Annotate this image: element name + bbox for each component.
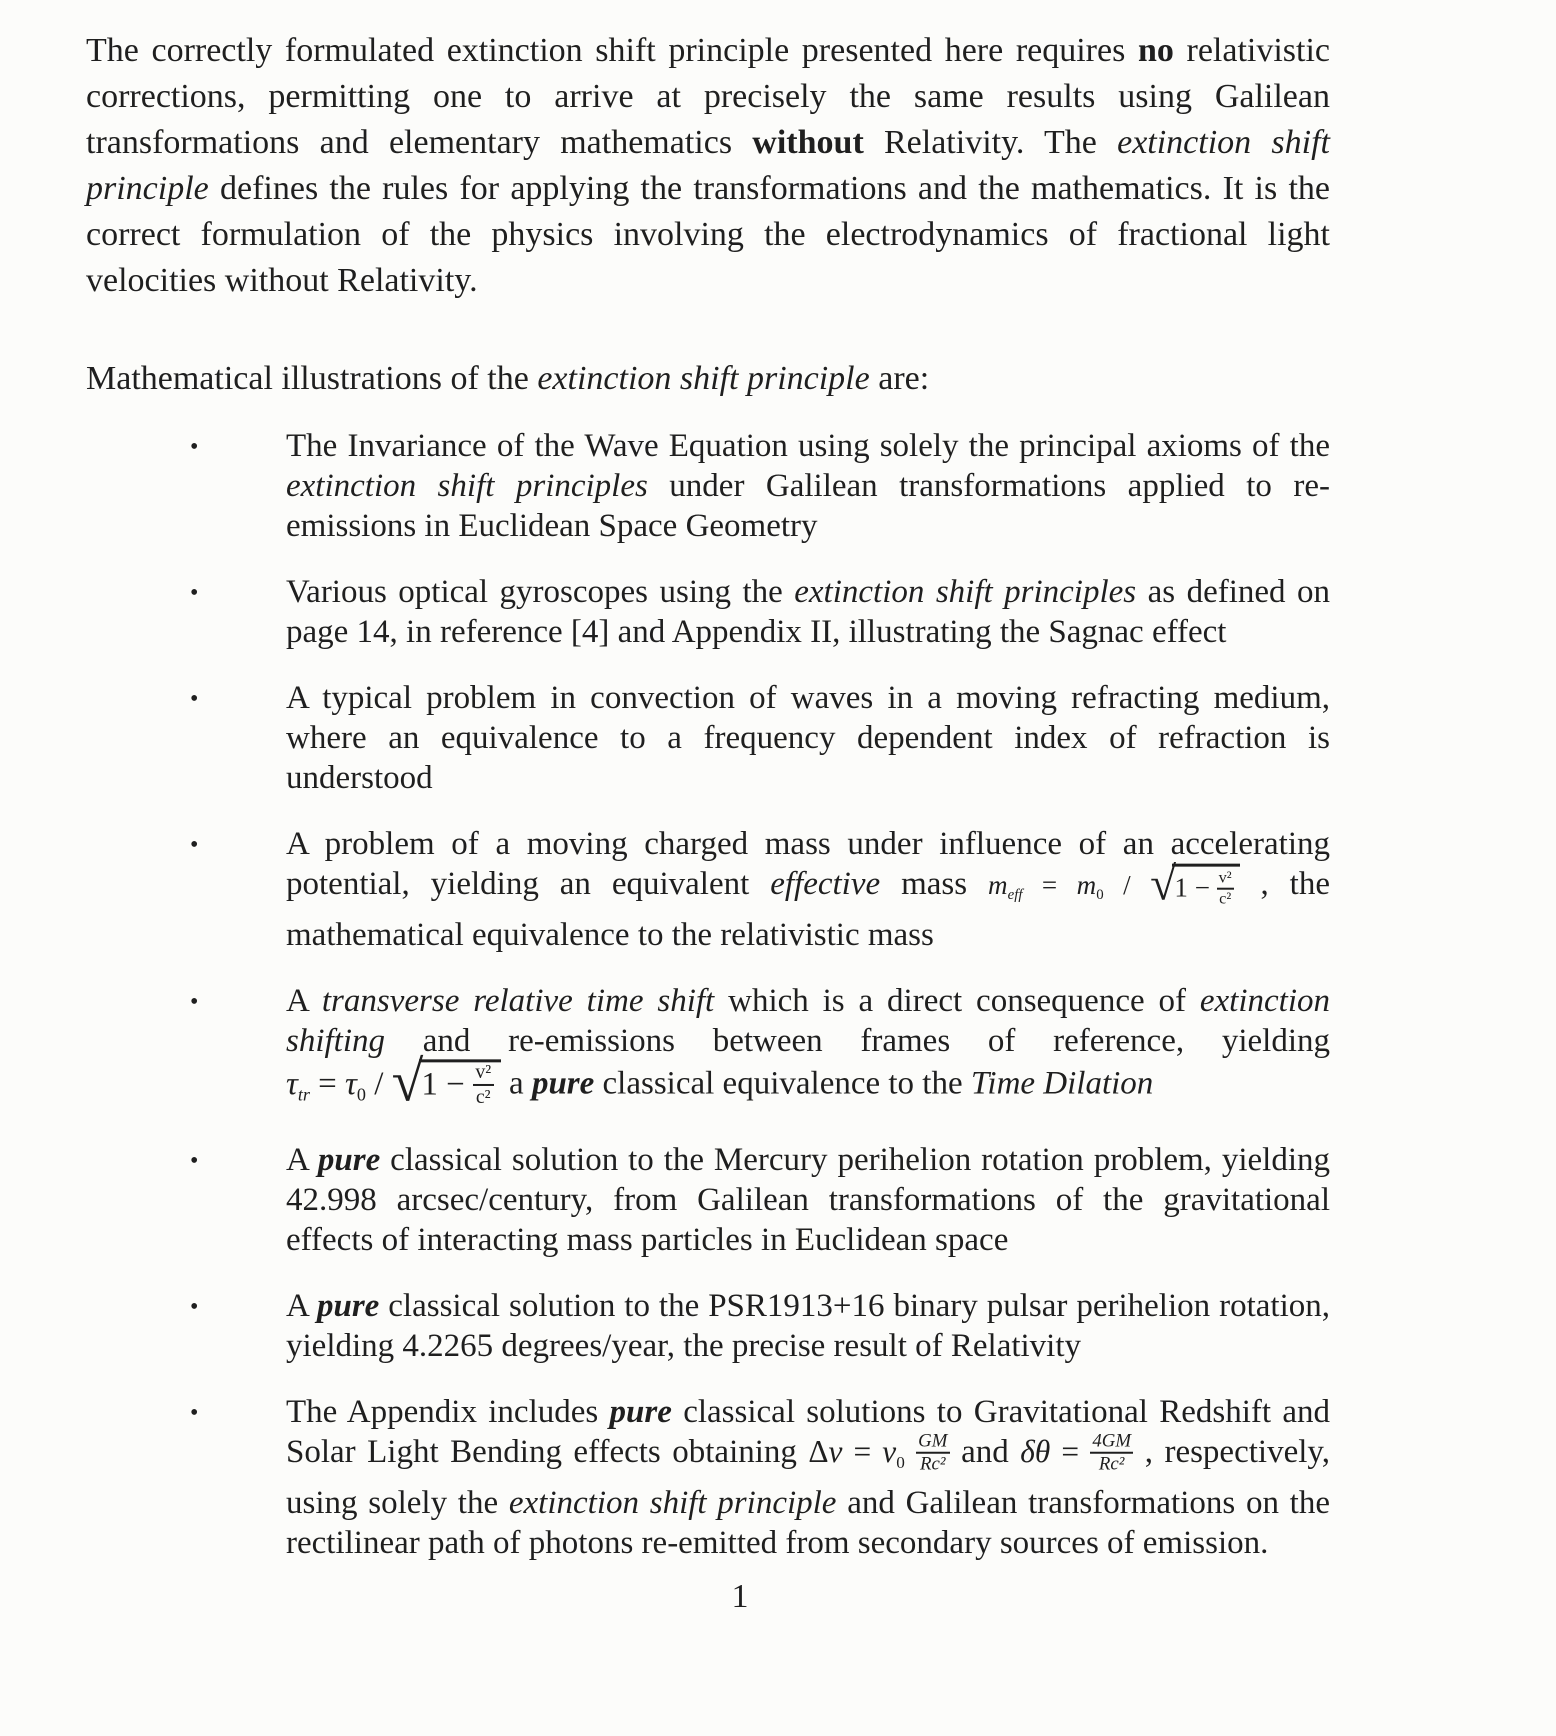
- text-segment-bold: without: [752, 124, 864, 161]
- bullet-icon: •: [190, 1148, 199, 1175]
- text-segment: which is a direct consequence of: [714, 983, 1200, 1020]
- fraction-4gm-rc2: [1090, 1431, 1133, 1474]
- bullet-icon: •: [190, 832, 199, 858]
- text-segment: classical solution to the Mercury perihelion rotation problem, yielding 42.998 arcsec/century, from Galilean transformations of the gravitational effects of interacting mass particles in Euclidean space: [286, 1142, 1330, 1259]
- subscript-zero: 0: [356, 1084, 366, 1105]
- text-segment-bold: no: [1137, 32, 1174, 69]
- radicand: [1172, 863, 1239, 909]
- fraction-numerator: v²: [473, 1062, 494, 1086]
- text-segment: A: [286, 1288, 317, 1325]
- text-segment: A problem of a moving charged mass under influence of an accelerating potential, yielding an equivalent: [286, 826, 1330, 902]
- text-segment: and re-emissions between frames of reference, yielding: [385, 1023, 1330, 1060]
- text-segment: A typical problem in convection of waves in a moving refracting medium, where an equivalence to a frequency dependent index of refraction is understood: [286, 680, 1330, 796]
- delta-sign: Δ: [808, 1434, 829, 1470]
- text-segment: under Galilean transformations applied to re-emissions in Euclidean Space Geometry: [286, 468, 1330, 544]
- text-segment: A: [286, 983, 322, 1020]
- text-segment: classical solutions to Gravitational Redshift and Solar Light Bending effects obtaining: [286, 1394, 1330, 1471]
- bullet-icon: •: [190, 686, 199, 712]
- equals-sign: =: [1022, 870, 1077, 900]
- text-segment-bold-italic: pure: [317, 1142, 381, 1179]
- text-segment-italic: effective: [770, 866, 881, 902]
- equals-sign: =: [309, 1065, 346, 1102]
- text-segment-italic: extinction shift principle: [508, 1485, 837, 1522]
- list-item: [86, 678, 1330, 798]
- page-number: 1: [731, 1578, 749, 1616]
- text-segment: The Appendix includes: [286, 1394, 610, 1431]
- bullet-icon: •: [190, 1400, 199, 1427]
- divide-sign: /: [365, 1065, 392, 1102]
- var-tau: τ: [286, 1065, 298, 1102]
- fraction-denominator: c²: [1219, 889, 1232, 908]
- text-segment: mass: [880, 866, 989, 902]
- formula-effective-mass: [988, 857, 1240, 910]
- list-item: [86, 824, 1330, 955]
- bullet-icon: •: [190, 989, 199, 1016]
- text-segment-italic: extinction shift principles: [286, 468, 648, 504]
- list-item: [86, 426, 1330, 546]
- text-segment-italic: extinction shift principle: [86, 124, 1330, 207]
- text-segment: are:: [869, 360, 930, 397]
- equals-sign: =: [842, 1434, 883, 1470]
- text-segment: , the mathematical equivalence to the relativistic mass: [286, 866, 1330, 954]
- text-segment-italic: Time Dilation: [970, 1065, 1154, 1102]
- var-m: m: [988, 870, 1008, 900]
- formula-solar-light-bending: [1020, 1430, 1133, 1475]
- subscript-tr: tr: [297, 1084, 310, 1105]
- text-segment: and: [949, 1434, 1021, 1471]
- text-segment: a: [500, 1065, 532, 1102]
- var-tau0: τ: [345, 1065, 357, 1102]
- intro-paragraph: [86, 28, 1330, 304]
- var-nu0: ν: [882, 1434, 897, 1470]
- fraction-numerator: GM: [916, 1431, 950, 1454]
- fraction-v2c2: [1217, 870, 1234, 908]
- fraction-denominator: Rc²: [920, 1453, 946, 1475]
- text-segment: The correctly formulated extinction shift principle presented here requires: [86, 32, 1138, 69]
- bullet-icon: •: [190, 580, 199, 606]
- text-segment: Relativity. The: [863, 124, 1118, 161]
- var-delta: δ: [1020, 1434, 1035, 1470]
- var-nu: ν: [828, 1434, 843, 1470]
- list-item: [86, 1286, 1330, 1366]
- radical: [1150, 857, 1239, 910]
- text-segment: Various optical gyroscopes using the: [286, 574, 795, 610]
- list-item: [86, 981, 1330, 1114]
- radical: [391, 1050, 501, 1114]
- list-item: [86, 1140, 1330, 1260]
- bullet-list: [86, 426, 1330, 1563]
- text-segment-bold-italic: pure: [609, 1394, 672, 1431]
- text-segment: classical equivalence to the: [594, 1065, 971, 1102]
- text-segment-italic: transverse relative time shift: [321, 983, 715, 1020]
- radicand-prefix: 1 −: [1174, 872, 1217, 903]
- text-segment: Mathematical illustrations of the: [86, 360, 538, 397]
- text-segment: as defined on page 14, in reference [4] and Appendix II, illustrating the Sagnac effect: [286, 574, 1330, 650]
- text-segment-bold-italic: pure: [316, 1288, 380, 1325]
- text-segment-italic: extinction shifting: [286, 983, 1330, 1060]
- fraction-gm-rc2: [916, 1431, 950, 1474]
- text-segment-italic: extinction shift principles: [794, 574, 1137, 610]
- radicand-prefix: 1 −: [421, 1066, 473, 1103]
- text-segment-bold-italic: pure: [531, 1065, 595, 1102]
- radicand: [419, 1060, 501, 1110]
- formula-gravitational-redshift: [808, 1430, 949, 1475]
- text-segment: classical solution to the PSR1913+16 binary pulsar perihelion rotation, yielding 4.2265 degrees/year, the precise result of Relativity: [286, 1288, 1330, 1365]
- text-segment-italic: extinction shift principle: [537, 360, 870, 397]
- text-segment: The Invariance of the Wave Equation using solely the principal axioms of the: [286, 428, 1330, 464]
- formula-time-shift: [286, 1050, 501, 1114]
- var-theta: θ: [1034, 1434, 1051, 1470]
- equals-sign: =: [1050, 1434, 1091, 1470]
- text-segment: relativistic corrections, permitting one to arrive at precisely the same results using Galilean transformations and elementary mathematics: [86, 32, 1330, 161]
- fraction-numerator: v²: [1217, 870, 1234, 890]
- radical-sign: √: [391, 1050, 424, 1114]
- fraction-numerator: 4GM: [1090, 1431, 1133, 1454]
- fraction-denominator: Rc²: [1098, 1453, 1125, 1475]
- list-item: [86, 1392, 1330, 1563]
- list-intro-line: [86, 356, 1330, 402]
- fraction-denominator: c²: [475, 1085, 491, 1108]
- text-segment: A: [286, 1142, 318, 1179]
- subscript-zero: 0: [896, 1453, 905, 1473]
- list-item: [86, 572, 1330, 652]
- text-segment: , respectively, using solely the: [286, 1434, 1330, 1522]
- text-segment: and Galilean transformations on the rectilinear path of photons re-emitted from secondary sources of emission.: [286, 1485, 1330, 1562]
- text-segment: defines the rules for applying the transformations and the mathematics. It is the correct formulation of the physics involving the electrodynamics of fractional light velocities without Relativity.: [86, 170, 1330, 299]
- fraction-v2c2: [473, 1062, 494, 1107]
- bullet-icon: •: [190, 1294, 199, 1321]
- bullet-icon: •: [190, 434, 199, 460]
- subscript-eff: eff: [1007, 887, 1023, 904]
- var-m0: m: [1076, 870, 1097, 900]
- subscript-zero: 0: [1096, 887, 1104, 904]
- divide-sign: /: [1103, 870, 1151, 900]
- radical-sign: √: [1150, 857, 1177, 910]
